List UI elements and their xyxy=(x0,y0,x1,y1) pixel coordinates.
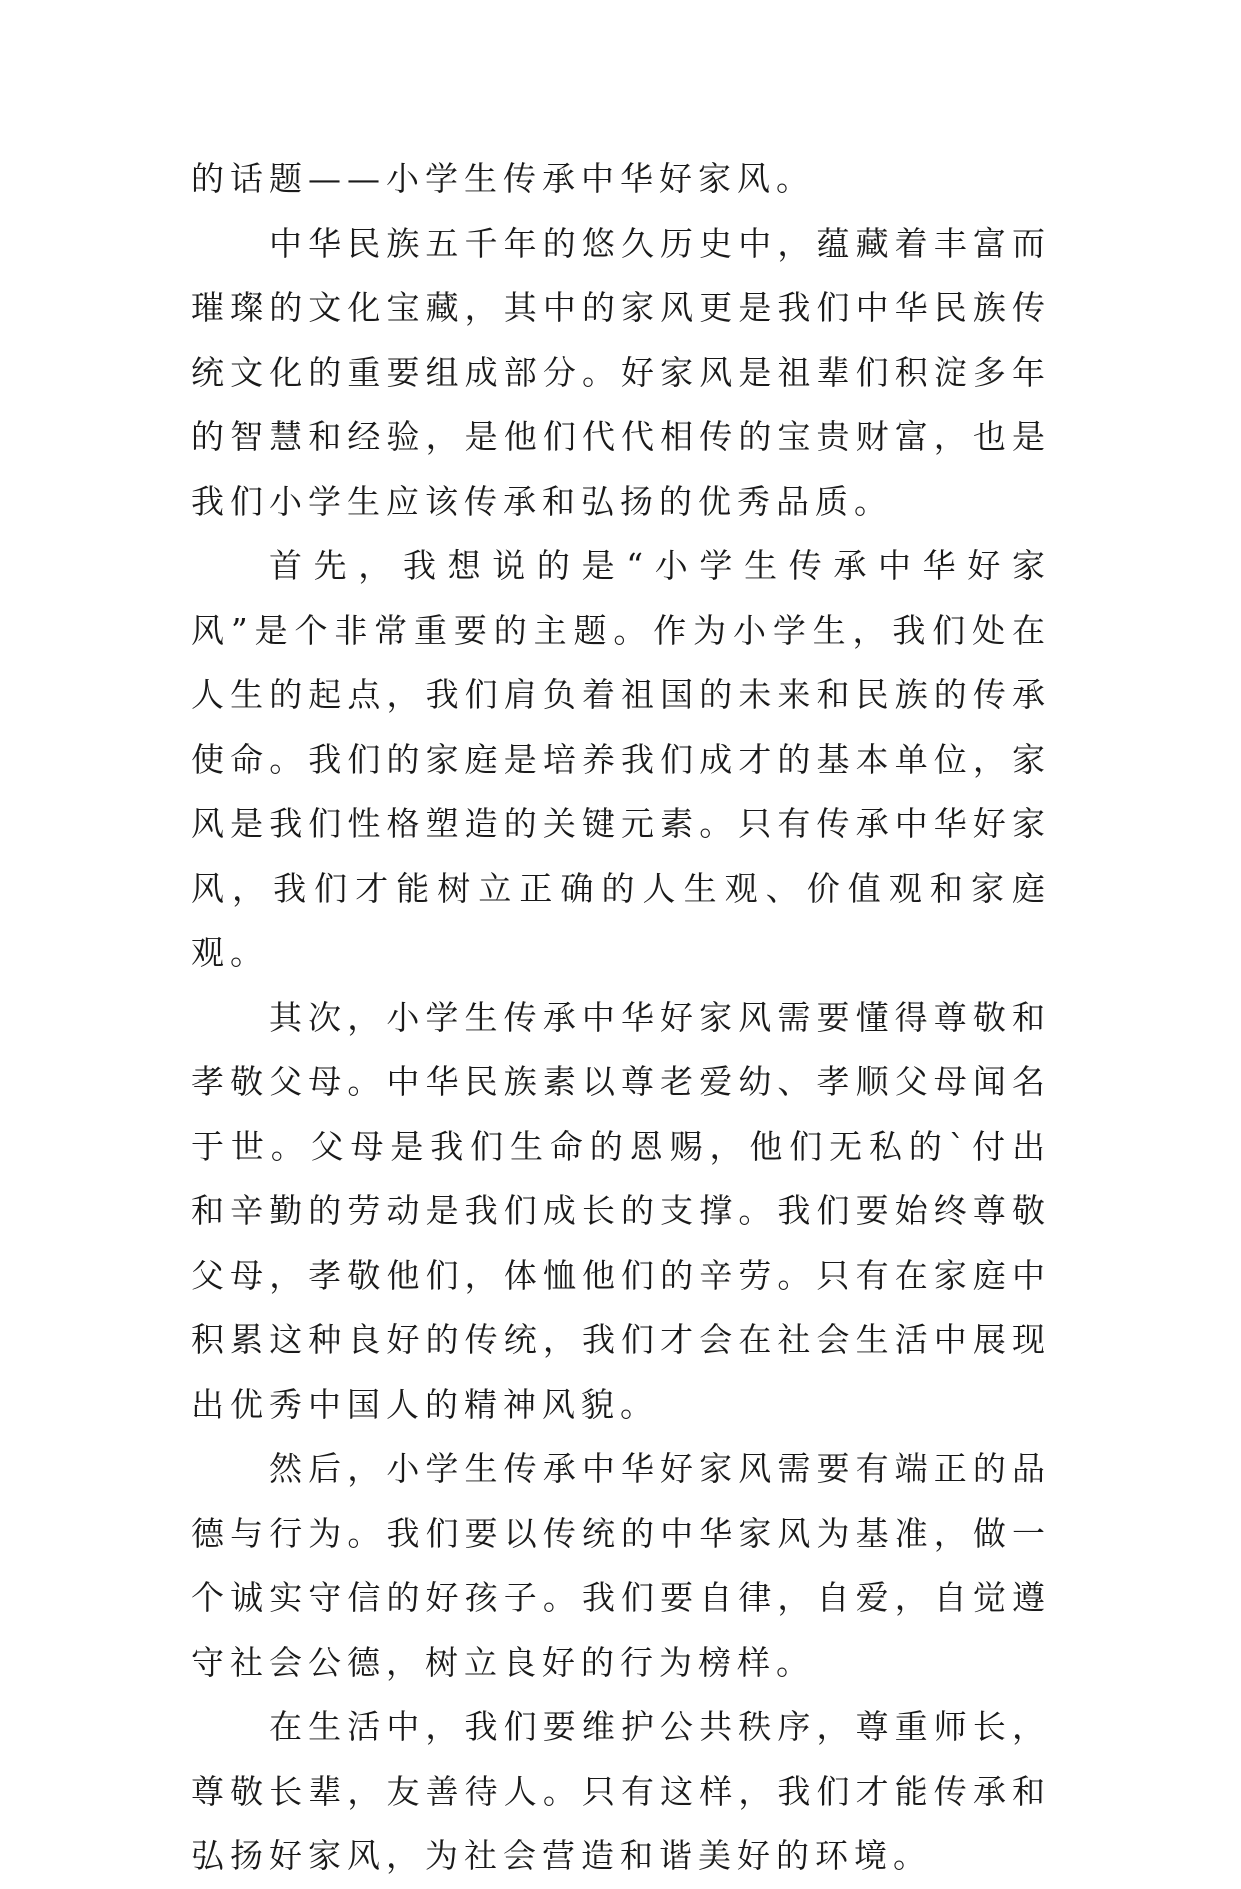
paragraph: 在生活中，我们要维护公共秩序，尊重师长，尊敬长辈，友善待人。只有这样，我们才能传承和弘扬好家风，为社会营造和谐美好的环境。 xyxy=(191,1707,1051,1875)
paragraph-continuation: 的话题——小学生传承中华好家风。 xyxy=(191,159,815,198)
document-body xyxy=(191,147,1051,1889)
paragraph: 中华民族五千年的悠久历史中，蕴藏着丰富而璀璨的文化宝藏，其中的家风更是我们中华民族传统文化的重要组成部分。好家风是祖辈们积淀多年的智慧和经验，是他们代代相传的宝贵财富，也是我们小学生应该传承和弘扬的优秀品质。 xyxy=(191,223,1051,521)
paragraph: 其次，小学生传承中华好家风需要懂得尊敬和孝敬父母。中华民族素以尊老爱幼、孝顺父母闻名于世。父母是我们生命的恩赐，他们无私的`付出和辛勤的劳动是我们成长的支撑。我们要始终尊敬父母，孝敬他们，体恤他们的辛劳。只有在家庭中积累这种良好的传统，我们才会在社会生活中展现出优秀中国人的精神风貌。 xyxy=(191,997,1051,1424)
paragraph: 首先，我想说的是“小学生传承中华好家风”是个非常重要的主题。作为小学生，我们处在人生的起点，我们肩负着祖国的未来和民族的传承使命。我们的家庭是培养我们成才的基本单位，家风是我们性格塑造的关键元素。只有传承中华好家风，我们才能树立正确的人生观、价值观和家庭观。 xyxy=(191,546,1051,972)
paragraph: 然后，小学生传承中华好家风需要有端正的品德与行为。我们要以传统的中华家风为基准，做一个诚实守信的好孩子。我们要自律，自爱，自觉遵守社会公德，树立良好的行为榜样。 xyxy=(191,1449,1051,1682)
